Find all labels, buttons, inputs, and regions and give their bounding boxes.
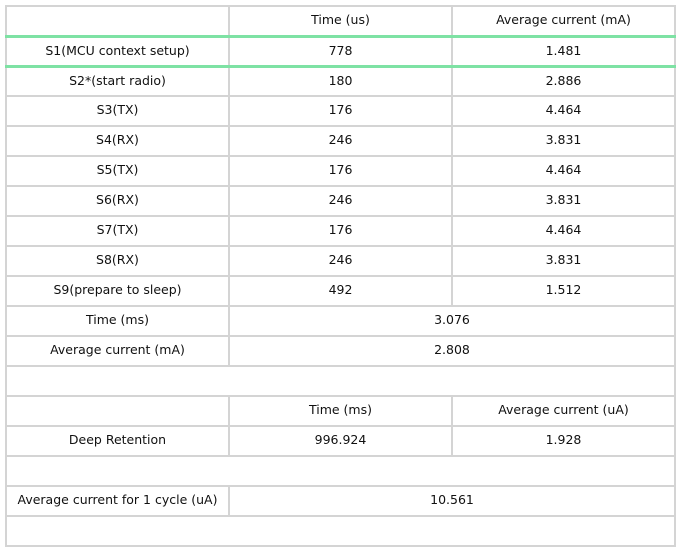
table-cell[interactable]: 176: [229, 216, 452, 246]
table-cell[interactable]: 176: [229, 96, 452, 126]
empty-cell[interactable]: [6, 366, 675, 396]
header-row: [6, 396, 675, 426]
header-cell[interactable]: [6, 396, 229, 426]
table-cell[interactable]: 1.928: [452, 426, 675, 456]
empty-cell[interactable]: [6, 456, 675, 486]
header-cell[interactable]: Time (ms): [229, 396, 452, 426]
average-current-row[interactable]: [6, 336, 675, 366]
table-cell[interactable]: 996.924: [229, 426, 452, 456]
table-cell[interactable]: S6(RX): [6, 186, 229, 216]
header-cell[interactable]: Average current (uA): [452, 396, 675, 426]
table-row[interactable]: [6, 126, 675, 156]
table-cell[interactable]: S1(MCU context setup): [6, 36, 229, 66]
table-cell[interactable]: S5(TX): [6, 156, 229, 186]
table-cell[interactable]: 246: [229, 246, 452, 276]
table-row[interactable]: [6, 186, 675, 216]
table-row[interactable]: [6, 246, 675, 276]
empty-cell[interactable]: [6, 516, 675, 546]
table-cell[interactable]: 10.561: [229, 486, 675, 516]
table-cell[interactable]: 3.076: [229, 306, 675, 336]
table-cell[interactable]: 1.481: [452, 36, 675, 66]
header-cell[interactable]: [6, 6, 229, 36]
deep-retention-row[interactable]: [6, 426, 675, 456]
empty-row[interactable]: [6, 456, 675, 486]
table-cell[interactable]: 3.831: [452, 186, 675, 216]
table-row[interactable]: [6, 66, 675, 96]
table-row-selected[interactable]: [6, 36, 675, 66]
table-cell[interactable]: Average current for 1 cycle (uA): [6, 486, 229, 516]
table-cell[interactable]: Deep Retention: [6, 426, 229, 456]
table-cell[interactable]: 180: [229, 66, 452, 96]
table-cell[interactable]: Time (ms): [6, 306, 229, 336]
total-time-row[interactable]: [6, 306, 675, 336]
power-profile-table: [5, 5, 676, 547]
table-cell[interactable]: 2.808: [229, 336, 675, 366]
header-row: [6, 6, 675, 36]
table-cell[interactable]: S4(RX): [6, 126, 229, 156]
table-cell[interactable]: 492: [229, 276, 452, 306]
empty-row[interactable]: [6, 366, 675, 396]
table-cell[interactable]: S7(TX): [6, 216, 229, 246]
table-cell[interactable]: 4.464: [452, 216, 675, 246]
header-cell[interactable]: Time (us): [229, 6, 452, 36]
table-cell[interactable]: 3.831: [452, 246, 675, 276]
empty-row[interactable]: [6, 516, 675, 546]
table-cell[interactable]: 246: [229, 186, 452, 216]
table-row[interactable]: [6, 156, 675, 186]
table-cell[interactable]: 1.512: [452, 276, 675, 306]
table-cell[interactable]: S9(prepare to sleep): [6, 276, 229, 306]
table-row[interactable]: [6, 96, 675, 126]
table-cell[interactable]: 176: [229, 156, 452, 186]
cycle-current-row[interactable]: [6, 486, 675, 516]
table-cell[interactable]: S3(TX): [6, 96, 229, 126]
table-cell[interactable]: 2.886: [452, 66, 675, 96]
table-cell[interactable]: Average current (mA): [6, 336, 229, 366]
table-row[interactable]: [6, 216, 675, 246]
table-row[interactable]: [6, 276, 675, 306]
table-cell[interactable]: 4.464: [452, 96, 675, 126]
table-cell[interactable]: 3.831: [452, 126, 675, 156]
table-cell[interactable]: 778: [229, 36, 452, 66]
table-cell[interactable]: S2*(start radio): [6, 66, 229, 96]
table-cell[interactable]: 246: [229, 126, 452, 156]
table-cell[interactable]: S8(RX): [6, 246, 229, 276]
table-cell[interactable]: 4.464: [452, 156, 675, 186]
header-cell[interactable]: Average current (mA): [452, 6, 675, 36]
